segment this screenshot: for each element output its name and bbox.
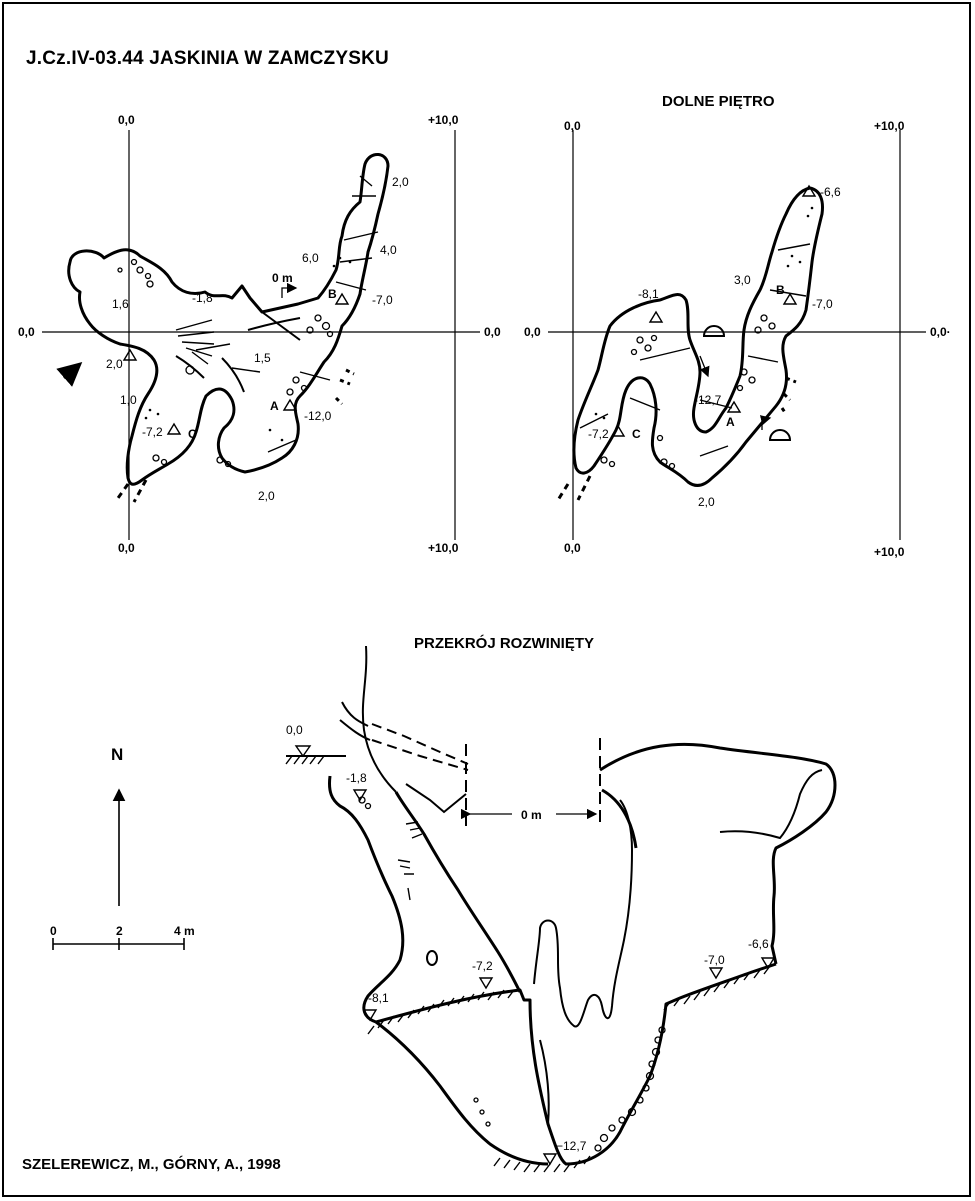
height-label: -6,6: [820, 185, 841, 199]
height-label: 1,5: [254, 351, 271, 365]
sediment-fan: [176, 320, 214, 364]
height-label: -7,2: [588, 427, 609, 441]
elevation-label: -6,6: [748, 937, 769, 951]
zero-mark-label: 0 m: [272, 271, 293, 285]
height-label: -8,1: [638, 287, 659, 301]
passage-line: [248, 312, 300, 340]
surface-profile: [363, 646, 396, 792]
height-label: -7,2: [142, 425, 163, 439]
elevation-marker: [480, 978, 492, 988]
section-heading: PRZEKRÓJ ROZWINIĘTY: [414, 635, 595, 652]
height-label: -12,7: [694, 393, 722, 407]
section-detail: [534, 800, 632, 1027]
height-label: 1,0: [120, 393, 137, 407]
section-outline: [600, 744, 835, 964]
grid-label: 0,0: [118, 113, 135, 127]
height-label: -1,8: [192, 291, 213, 305]
height-label: 2,0: [106, 357, 123, 371]
station-triangle: [168, 424, 180, 434]
grid-label: 0,0: [118, 541, 135, 555]
station-label: B: [328, 287, 337, 301]
height-label: 3,0: [734, 273, 751, 287]
grid-label: +10,0: [428, 113, 459, 127]
unexplored-passage: [336, 370, 354, 404]
height-label: 2,0: [258, 489, 275, 503]
station-label: B: [776, 283, 785, 297]
section-outline: [376, 964, 776, 1164]
ground-hatch: [286, 756, 324, 764]
section-outline: [329, 776, 402, 1022]
grid-label: 0,0: [18, 325, 35, 339]
upper-plan: [18, 113, 501, 555]
grid-label: 0,0·: [930, 325, 951, 339]
map-title: J.Cz.IV-03.44 JASKINIA W ZAMCZYSKU: [26, 48, 389, 69]
north-arrow: [111, 745, 123, 906]
flowstone-mark: [398, 822, 422, 900]
elevation-marker: [710, 968, 722, 978]
zero-mark-label: 0 m: [521, 808, 542, 822]
height-label: -7,0: [372, 293, 393, 307]
author-credit: SZELEREWICZ, M., GÓRNY, A., 1998: [22, 1156, 281, 1173]
station-label: A: [270, 399, 279, 413]
height-label: 6,0: [302, 251, 319, 265]
scale-label: 4 m: [174, 924, 195, 938]
scale-label: 2: [116, 924, 123, 938]
passage-line: [176, 356, 244, 392]
grid-label: 0,0: [564, 119, 581, 133]
grid-label: +10,0: [874, 119, 905, 133]
station-triangle: [336, 294, 348, 304]
station-label: C: [188, 427, 197, 441]
lower-level-heading: DOLNE PIĘTRO: [662, 93, 775, 110]
lower-level-plan: [524, 119, 951, 559]
height-label: 2,0: [392, 175, 409, 189]
dome-symbol: [770, 430, 790, 440]
unexplored-passage: [372, 740, 468, 770]
zero-mark-arrow: [282, 288, 296, 298]
height-label: -7,0: [812, 297, 833, 311]
dome-symbol: [704, 326, 724, 336]
unexplored-passage: [782, 378, 796, 414]
north-label: N: [111, 745, 124, 764]
unexplored-passage: [372, 724, 468, 764]
cave-outline: [69, 154, 388, 484]
elevation-label: −12,7: [556, 1139, 587, 1153]
elevation-label: -1,8: [346, 771, 367, 785]
section-outline: [376, 1022, 548, 1164]
elevation-label: -7,2: [472, 959, 493, 973]
pillar-symbol: [427, 951, 437, 965]
scale-label: 0: [50, 924, 57, 938]
station-triangle: [650, 312, 662, 322]
station-triangle: [124, 350, 136, 360]
station-label: C: [632, 427, 641, 441]
scale-bar: [50, 924, 195, 950]
height-label: 4,0: [380, 243, 397, 257]
station-triangle: [784, 294, 796, 304]
entrance-arrow: [64, 364, 80, 378]
grid-label: +10,0: [874, 545, 905, 559]
developed-section: [286, 646, 835, 1172]
height-label: 2,0: [698, 495, 715, 509]
elevation-label: -8,1: [368, 991, 389, 1005]
station-label: A: [726, 415, 735, 429]
grid-label: 0,0: [524, 325, 541, 339]
elevation-marker: [296, 746, 310, 756]
section-detail: [406, 784, 466, 812]
elevation-label: 0,0: [286, 723, 303, 737]
grid-label: 0,0: [484, 325, 501, 339]
grid-label: 0,0: [564, 541, 581, 555]
height-label: -12,0: [304, 409, 332, 423]
elevation-label: -7,0: [704, 953, 725, 967]
floor-hatch: [368, 990, 514, 1034]
unexplored-passage: [558, 476, 590, 500]
height-label: 1,6: [112, 297, 129, 311]
grid-label: +10,0: [428, 541, 459, 555]
